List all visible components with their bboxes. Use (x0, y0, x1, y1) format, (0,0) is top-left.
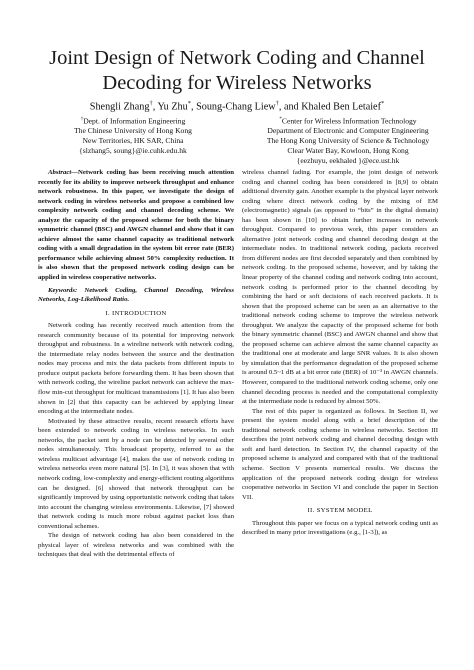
affiliation-mark: * (279, 117, 282, 122)
author-name: Soung-Chang Liew (196, 101, 276, 113)
left-column (38, 168, 234, 560)
affiliation-email: {eezhuyu, eekhaled }@ece.ust.hk (296, 155, 400, 165)
affiliation-line: Clear Water Bay, Kowloon, Hong Kong (287, 145, 409, 155)
author-mark: * (187, 100, 191, 107)
affiliation-left (58, 115, 208, 156)
body-paragraph: Motivated by these attractive results, recent research efforts have been extended to network coding in wireless networks. In such networks, the packet sent by a node can be detected by several other nodes simultaneously. This broadcast property, referred to as the wireless multicast advantage [4], makes the use of network coding in wireless networks even more natural [5]. In [3], it was shown that with network coding, low-complexity and energy-efficient routing algorithms can be designed. [6] showed that network throughput can be significantly improved by using opportunistic network coding that takes into account the changing wireless environments. Likewise, [7] showed that network coding is much more robust against packet loss than conventional schemes. (38, 417, 235, 530)
body-paragraph: The design of network coding has also been considered in the physical layer of wireless networks and was combined with the techniques that deal with the detrimental effects of (38, 532, 234, 559)
affiliation-line: The Hong Kong University of Science & Technology (266, 136, 430, 146)
affiliation-right (258, 115, 438, 166)
body-paragraph: Throughout this paper we focus on a typical network coding unit as described in many prior investigations (e.g., [1-3]), as (242, 519, 438, 537)
affiliation-line: The Chinese University of Hong Kong (74, 126, 192, 136)
author-mark: † (275, 100, 279, 107)
body-paragraph: wireless channel fading. For example, the joint design of network coding and channel coding has been considered in [8,9] to obtain additional diversity gain. Another example is the physical layer network coding where direct network coding by the mixing of EM (electromagnetic) signals (as opposed to “bits” in the digital domain) has been shown in [10] to obtain further increases in network throughput. Compared to previous work, this paper considers an alternative joint network coding and channel decoding design at the intermediate nodes. In traditional network coding, packets received from different nodes are first decoded separately and then combined by network coding. In the proposed scheme, however, and by taking the linear property of the channel coding and network coding into account, network coding is performed prior to the channel decoding by combining the hard or soft decisions of each received packets. It is shown that the proposed scheme can be seen as an alternative to the traditional network coding scheme to improve the wireless network throughput. We analyze the capacity of the proposed scheme for both the binary symmetric channel (BSC) and AWGN channel and show that the proposed scheme can achieve almost the same channel capacity as the traditional one at moderate and large SNR values. It is also shown by simulation that the performance degradation of the proposed scheme is around 0.5~1 dB at a bit error rate (BER) of 10⁻³ in AWGN channels. However, compared to the traditional network coding scheme, only one channel decoding process is needed and the computational complexity at the intermediate node is reduced by almost 50%. (242, 169, 438, 406)
abstract (38, 168, 234, 283)
keywords-label: Keywords: (48, 286, 78, 294)
affiliation-line: Department of Electronic and Computer Engineering (267, 126, 429, 136)
affiliation-line: Dept. of Information Engineering (83, 116, 186, 126)
affiliation-line: New Territories, HK SAR, China (82, 136, 184, 146)
affiliation-line: Center for Wireless Information Technology (281, 116, 417, 126)
affiliation-email: {slzhang5, soung}@ie.cuhk.edu.hk (79, 145, 187, 155)
author-line: Shengli Zhang†, Yu Zhu*, Soung-Chang Liew†, and Khaled Ben Letaief* (89, 100, 385, 113)
paper-title: Joint Design of Network Coding and Channel Decoding for Wireless Networks (49, 47, 425, 94)
author-name: Yu Zhu (157, 101, 188, 113)
author-mark: * (380, 100, 385, 107)
author-name: Shengli Zhang (89, 101, 150, 113)
author-mark: † (149, 100, 153, 107)
keywords-text: Network Coding, Channel Decoding, Wireless Networks, Log-Likelihood Ratio. (38, 286, 234, 304)
keywords (38, 286, 234, 305)
section-heading-introduction: I. INTRODUCTION (105, 309, 167, 317)
author-name: and Khaled Ben Letaief (283, 101, 381, 113)
section-heading-system-model: II. SYSTEM MODEL (307, 507, 373, 515)
abstract-text: —Network coding has been receiving much attention recently for its ability to improve network throughput and enhance network robustness. In this paper, we investigate the design of network coding in wireless networks and propose a combined low complexity network coding and channel decoding scheme. We analyze the capacity of the proposed scheme for both the binary symmetric channel (BSC) and AWGN channel and show that it can achieve almost the same channel capacity as traditional network coding with a small degradation in the system bit error rate (BER) performance while achieving almost 50% complexity reduction. It is also shown that the proposed network coding design can be applied in wireless cooperative networks. (38, 169, 234, 282)
body-paragraph: Network coding has recently received much attention from the research community because of its potential for improving network throughput and robustness. In a wireline network with network coding, the intermediate relay nodes between the source and the destination nodes may process and mix the data packets from different inputs to produce output packets before forwarding them. It has been shown that with network coding, the wireline packet network can achieve the max-flow min-cut throughput for multicast transmissions [1]. It has also been shown in [2] that this capacity can be achieved by applying linear encoding at the intermediate nodes. (38, 322, 234, 416)
affiliation-mark: † (80, 117, 84, 122)
abstract-label: Abstract (48, 169, 72, 176)
right-column (242, 168, 438, 538)
body-paragraph: The rest of this paper is organized as follows. In Section II, we present the system model along with a brief description of the traditional network coding scheme in wireless networks. Section III describes the joint network coding and channel decoding design with soft and hard detection. In Section IV, the channel capacity of the proposed scheme is analyzed and compared with that of the traditional scheme. Section V presents numerical results. We discuss the application of the proposed network coding design for wireless cooperative networks in Section VI and conclude the paper in Section VII. (242, 407, 438, 501)
